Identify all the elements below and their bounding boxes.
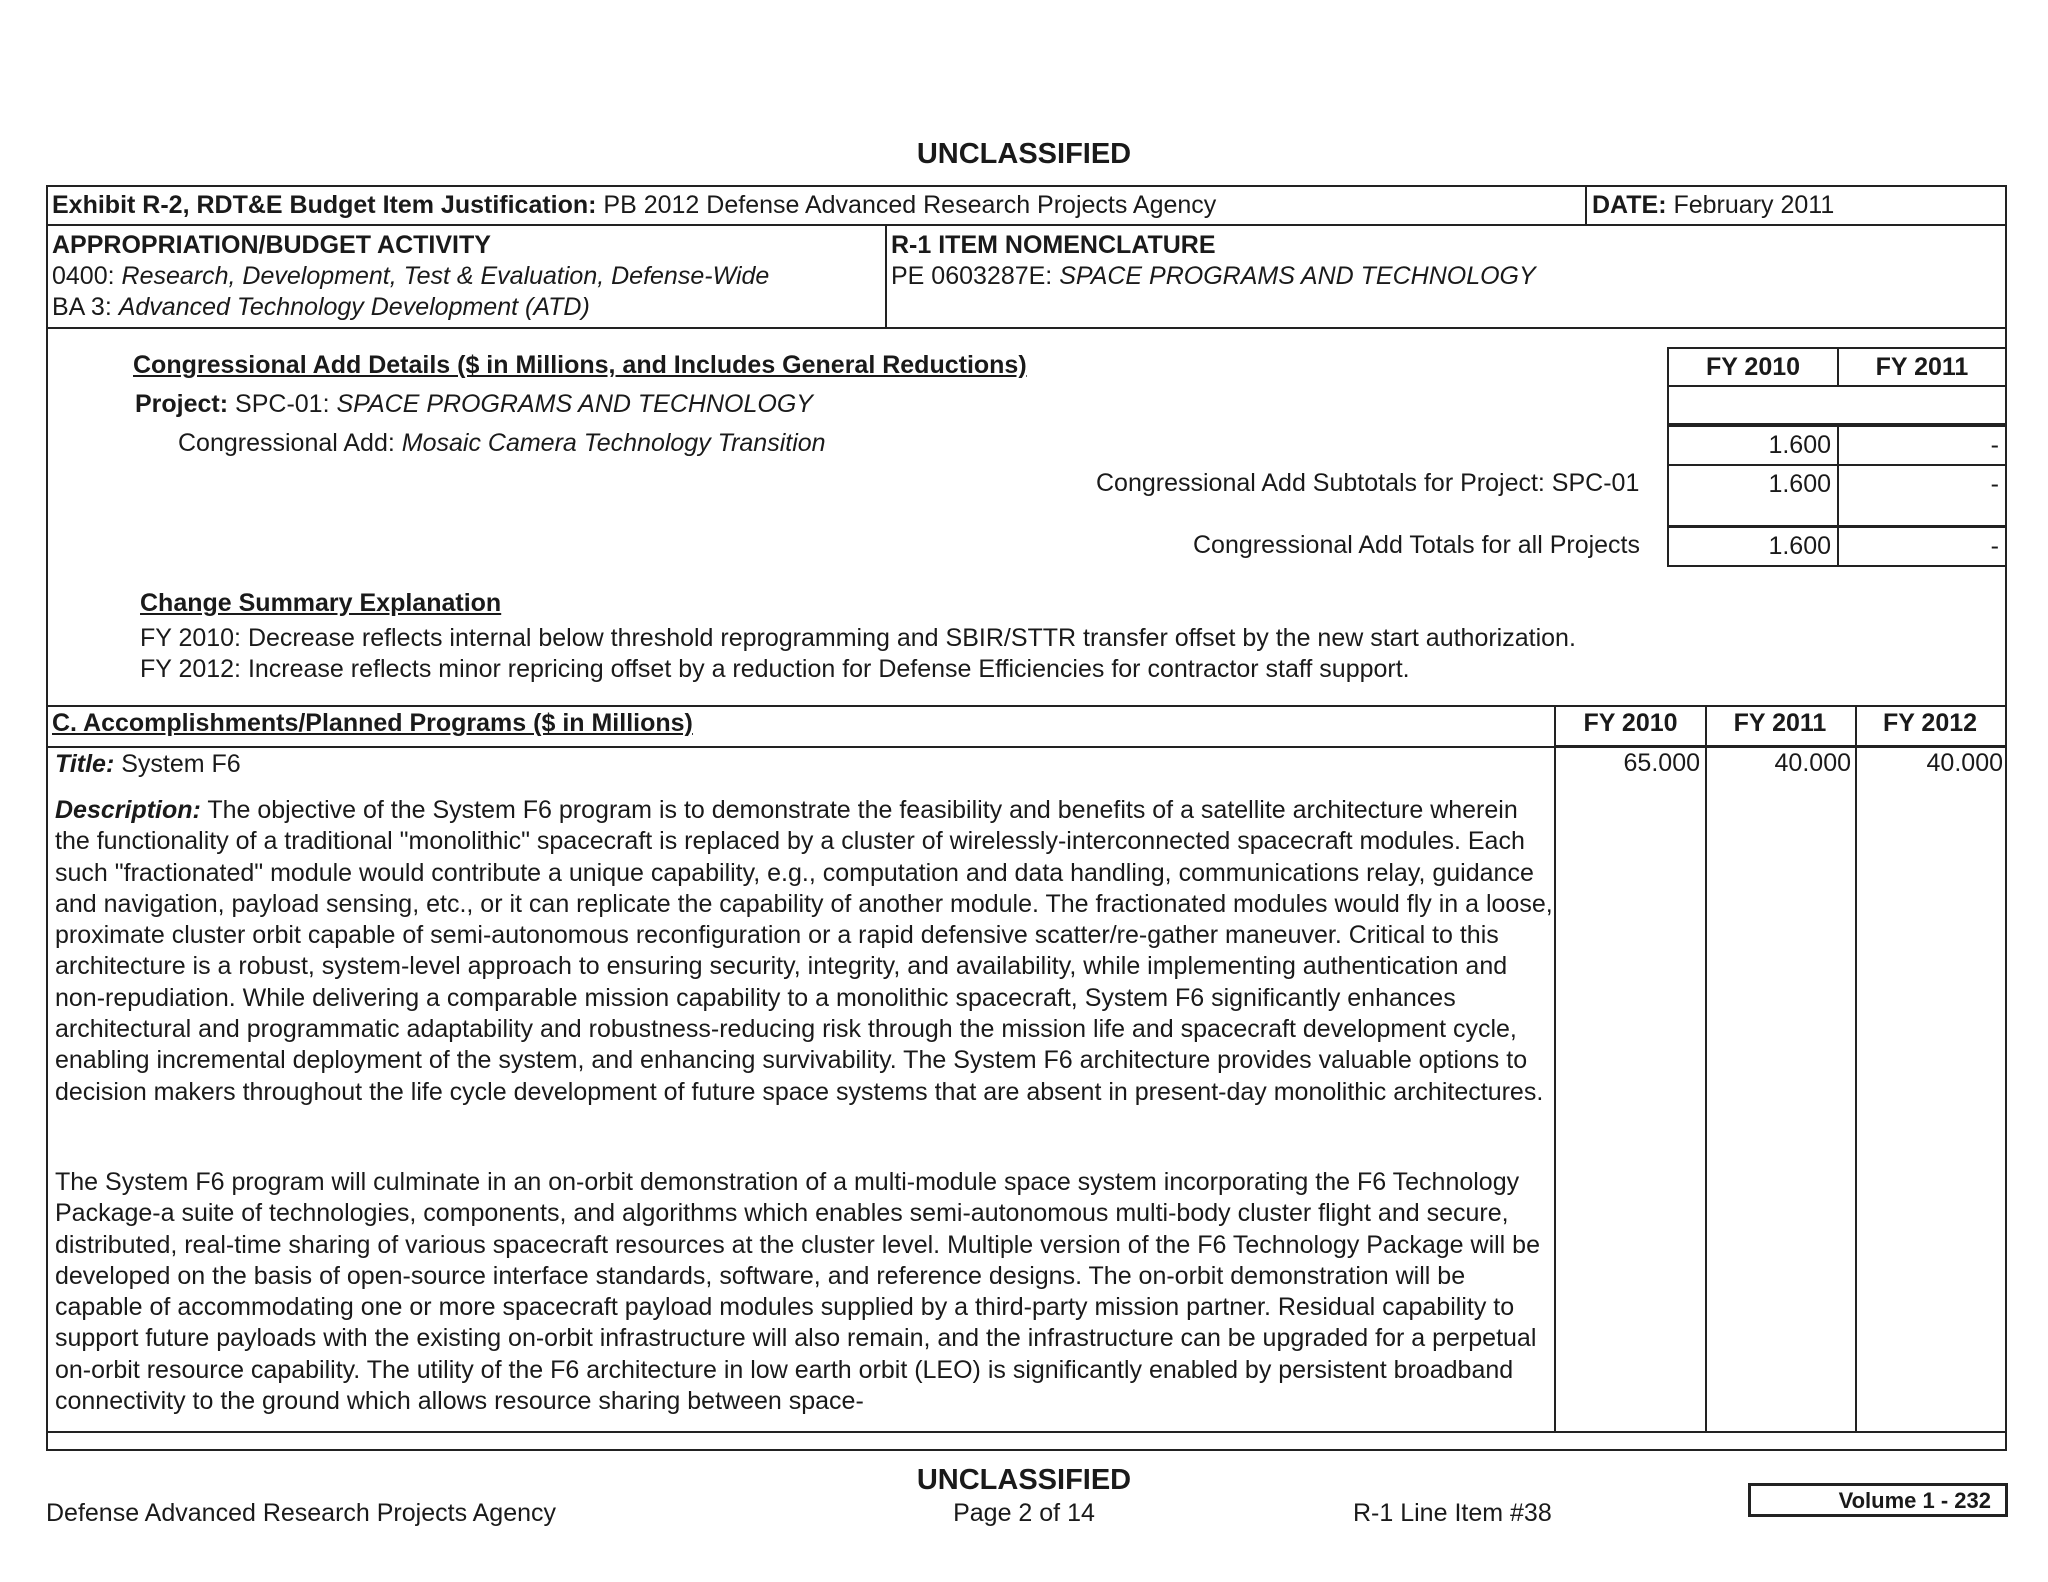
footer-line-item: R-1 Line Item #38 xyxy=(1353,1499,1552,1527)
footer-volume: Volume 1 - 232 xyxy=(1748,1483,2008,1517)
date-label: DATE: xyxy=(1592,191,1667,219)
change-summary-line2: FY 2012: Increase reflects minor repricing offset by a reduction for Defense Efficiencies for contractor staff support. xyxy=(140,655,1410,683)
appropriation-line1: 0400: Research, Development, Test & Evaluation, Defense-Wide xyxy=(52,262,770,290)
item-description: Description: The objective of the System F6 program is to demonstrate the feasibility and benefits of a satellite architecture wherein the functionality of a traditional "monolithic" spacecraft is replaced by a cluster of wirelessly-interconnected spacecraft modules. Each such "fractionated" module would contribute a unique capability, e.g., computation and data handling, communications relay, guidance and navigation, payload sensing, etc., or it can replicate the capability of another module. The fractionated modules would fly in a loose, proximate cluster orbit capable of semi-autonomous reconfiguration or a rapid defensive scatter/re-gather maneuver. Critical to this architecture is a robust, system-level approach to ensuring security, integrity, and availability, while implementing authentication and non-repudiation. While delivering a comparable mission capability to a monolithic spacecraft, System F6 significantly enhances architectural and programmatic adaptability and robustness-reducing risk through the mission life and spacecraft development cycle, enabling incremental deployment of the system, and enhancing survivability. The System F6 architecture provides valuable options to decision makers throughout the life cycle development of future space systems that are absent in present-day monolithic architectures. xyxy=(55,796,1553,1106)
total-fy2011: - xyxy=(1837,526,2007,567)
add-fy2010: 1.600 xyxy=(1667,425,1839,466)
appropriation-label: APPROPRIATION/BUDGET ACTIVITY xyxy=(52,231,491,259)
subtotal-fy2011: - xyxy=(1837,464,2007,527)
date-value: February 2011 xyxy=(1666,191,1835,219)
acc-col-fy2011: FY 2011 xyxy=(1705,705,1857,747)
exhibit-header xyxy=(52,190,1216,221)
exhibit-label: Exhibit R-2 xyxy=(52,191,183,219)
subtotal-label: Congressional Add Subtotals for Project: SPC-01 xyxy=(1096,469,1640,497)
congressional-title: Congressional Add Details ($ in Millions, and Includes General Reductions) xyxy=(133,351,1027,379)
justification-value: PB 2012 Defense Advanced Research Projects Agency xyxy=(596,191,1217,219)
total-label: Congressional Add Totals for all Projects xyxy=(1193,531,1640,559)
accomplishments-title: C. Accomplishments/Planned Programs ($ in Millions) xyxy=(52,709,693,737)
footer-agency: Defense Advanced Research Projects Agency xyxy=(46,1499,557,1527)
item-fy2011: 40.000 xyxy=(1774,749,1851,777)
cong-col-fy2010: FY 2010 xyxy=(1667,347,1839,387)
congressional-add-line: Congressional Add: Mosaic Camera Technology Transition xyxy=(178,429,826,457)
acc-col-fy2010: FY 2010 xyxy=(1554,705,1707,747)
item-fy2012: 40.000 xyxy=(1926,749,2003,777)
nomenclature-block xyxy=(891,230,1536,292)
change-summary-line1: FY 2010: Decrease reflects internal below threshold reprogramming and SBIR/STTR transfer offset by the new start authorization. xyxy=(140,624,1576,652)
cong-project-row xyxy=(1667,385,2007,425)
total-fy2010: 1.600 xyxy=(1667,526,1839,567)
change-summary-title: Change Summary Explanation xyxy=(140,589,502,617)
add-fy2011: - xyxy=(1837,425,2007,466)
date-field xyxy=(1592,190,1834,221)
justification-label: , RDT&E Budget Item Justification: xyxy=(182,191,597,219)
classification-bottom: UNCLASSIFIED xyxy=(916,1464,1132,1496)
nomenclature-value: PE 0603287E: SPACE PROGRAMS AND TECHNOLOGY xyxy=(891,262,1536,290)
appropriation-line2: BA 3: Advanced Technology Development (ATD) xyxy=(52,293,590,321)
classification-top: UNCLASSIFIED xyxy=(916,138,1132,170)
item-paragraph2: The System F6 program will culminate in an on-orbit demonstration of a multi-module space system incorporating the F6 Technology Package-a suite of technologies, components, and algorithms which enables semi-autonomous multi-body cluster flight and secure, distributed, real-time sharing of various spacecraft resources at the cluster level. Multiple version of the F6 Technology Package will be developed on the basis of open-source interface standards, software, and reference designs. The on-orbit demonstration will be capable of accommodating one or more spacecraft payload modules supplied by a third-party mission partner. Residual capability to support future payloads with the existing on-orbit infrastructure will also remain, and the infrastructure can be upgraded for a perpetual on-orbit resource capability. The utility of the F6 architecture in low earth orbit (LEO) is significantly enabled by persistent broadband connectivity to the ground which allows resource sharing between space- xyxy=(55,1168,1540,1416)
project-line: Project: SPC-01: SPACE PROGRAMS AND TECHNOLOGY xyxy=(135,390,813,418)
appropriation-block xyxy=(52,230,769,323)
cong-col-fy2011: FY 2011 xyxy=(1837,347,2007,387)
item-title: Title: System F6 xyxy=(55,750,241,778)
acc-col-fy2012: FY 2012 xyxy=(1855,705,2007,747)
item-fy2010: 65.000 xyxy=(1623,749,1700,777)
footer-page: Page 2 of 14 xyxy=(953,1499,1095,1527)
nomenclature-label: R-1 ITEM NOMENCLATURE xyxy=(891,231,1216,259)
subtotal-fy2010: 1.600 xyxy=(1667,464,1839,527)
